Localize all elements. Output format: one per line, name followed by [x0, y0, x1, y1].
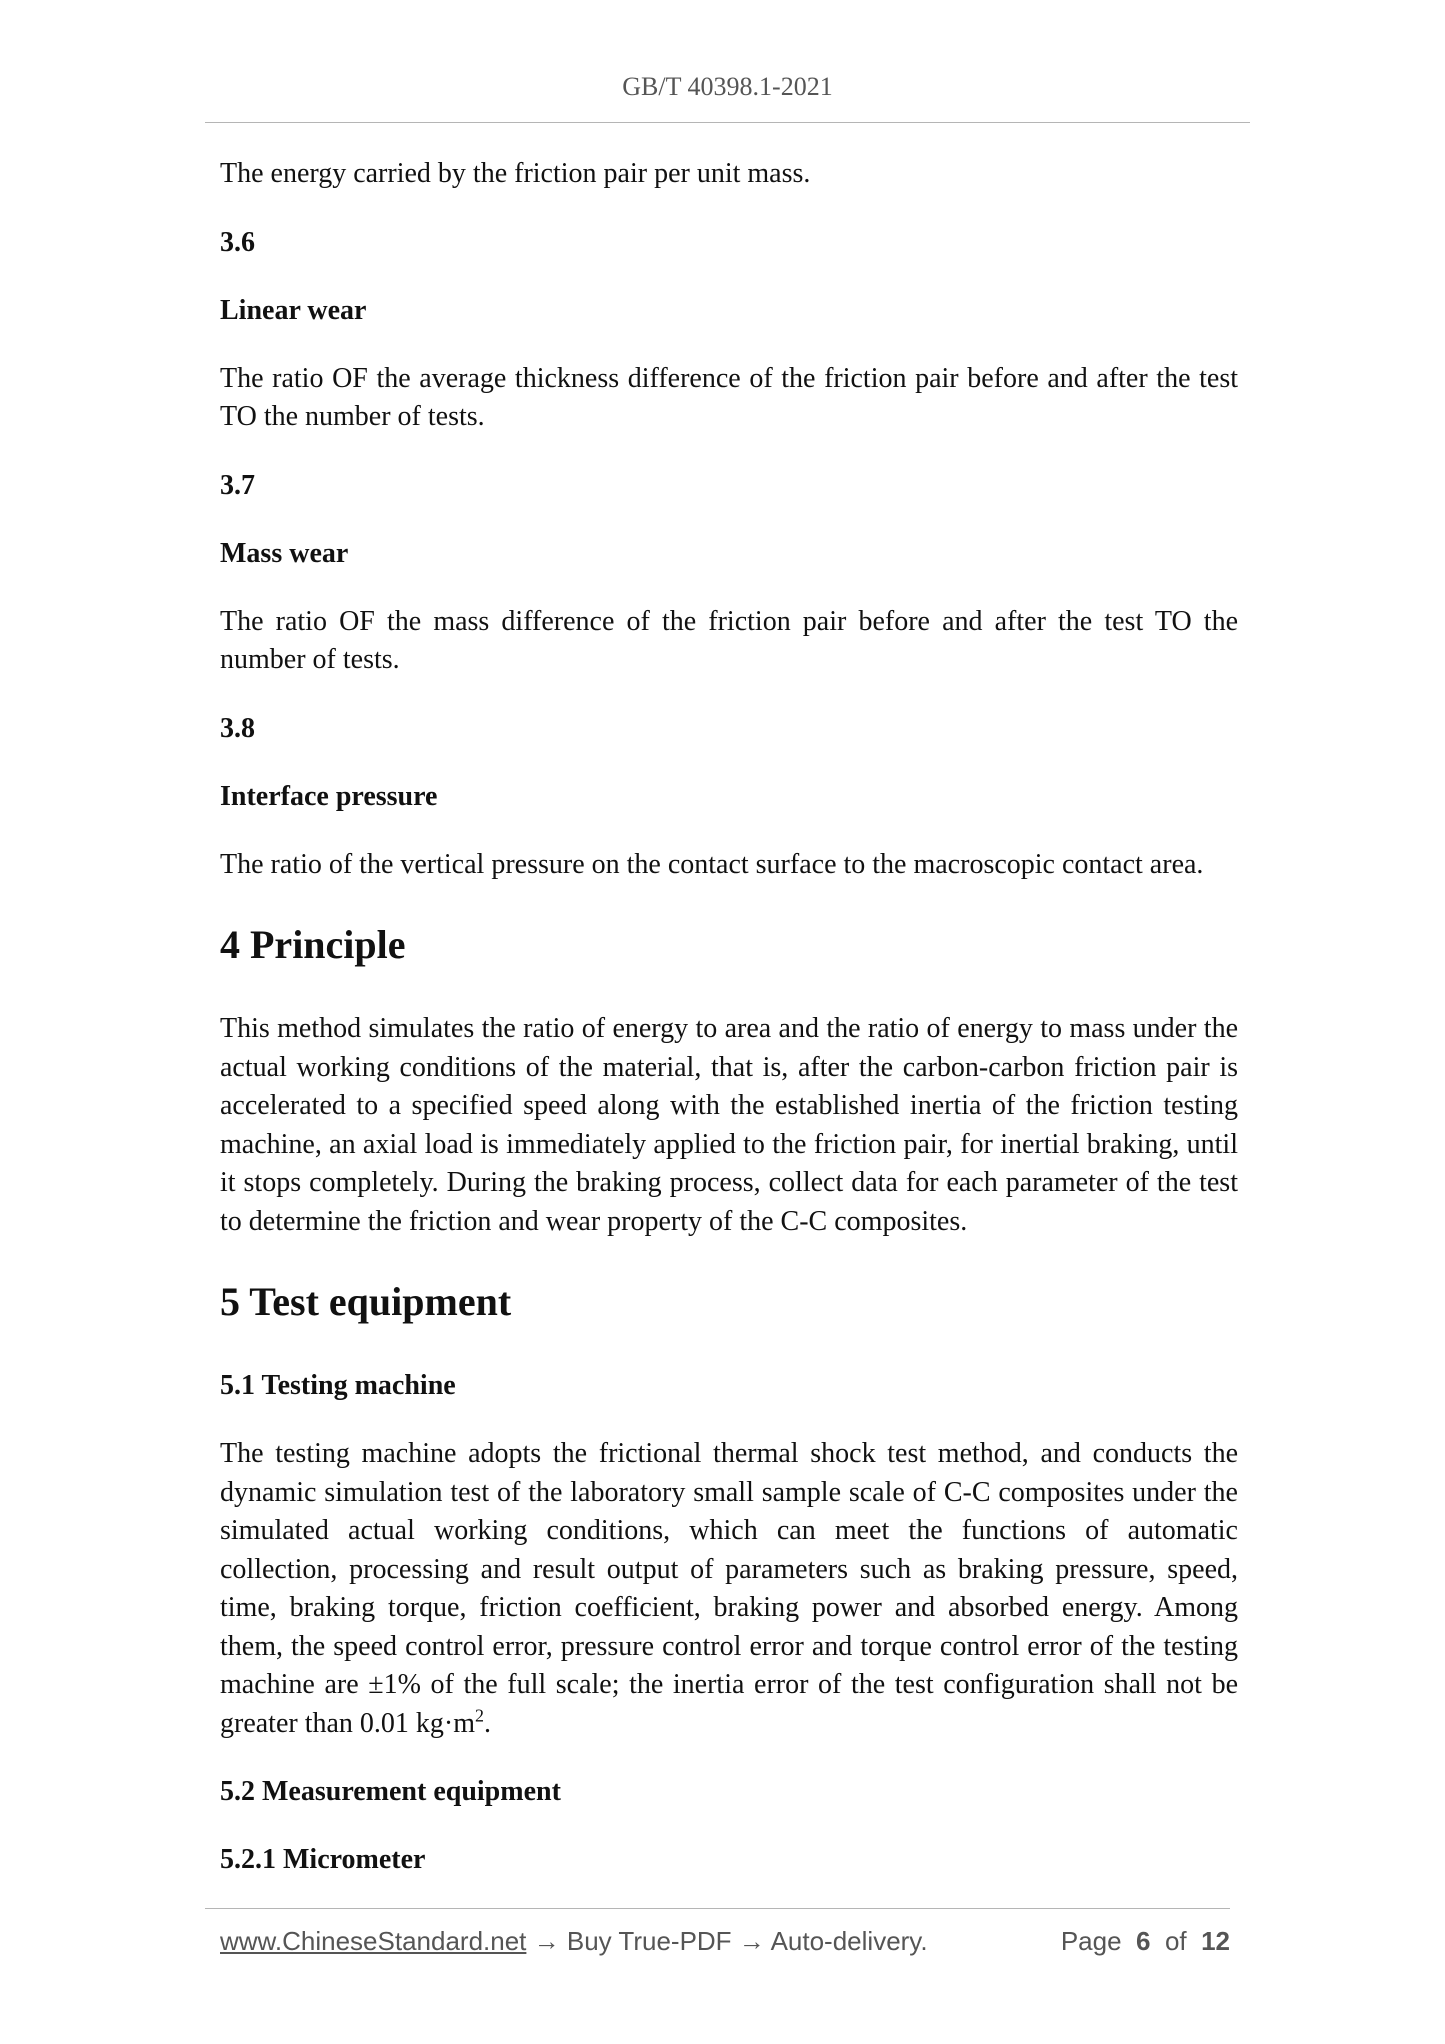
term-3-8 — [220, 710, 1238, 885]
page-of-label: of — [1164, 1926, 1187, 1956]
current-page: 6 — [1136, 1926, 1151, 1956]
term-name: Linear wear — [220, 294, 367, 326]
term-3-6 — [220, 224, 1238, 437]
subsection-heading-micrometer: 5.2.1 Micrometer — [220, 1844, 426, 1875]
term-name: Mass wear — [220, 537, 349, 569]
term-definition: The ratio of the vertical pressure on the contact surface to the macroscopic contact area. — [220, 848, 1204, 880]
term-number: 3.7 — [220, 469, 255, 501]
intro-paragraph: The energy carried by the friction pair per unit mass. — [220, 158, 811, 189]
page-indicator — [1061, 1926, 1230, 1957]
sentence-end: . — [484, 1707, 492, 1739]
superscript-exponent: 2 — [475, 1705, 485, 1726]
testing-machine-text: The testing machine adopts the frictional thermal shock test method, and conducts the dynamic simulation test of the laboratory small sample scale of C-C composites under the simulated actual working conditions, which can meet the functions of automatic collection, processing and result output of parameters such as braking pressure, speed, time, braking torque, friction coefficient, braking power and absorbed energy. Among them, the speed control error, pressure control error and torque control error of the testing machine are ±1% of the full scale; the inertia error of the test configuration shall not be greater than 0.01 kg·m — [220, 1438, 1238, 1739]
section-heading-test-equipment: 5 Test equipment — [220, 1279, 512, 1324]
standard-id: GB/T 40398.1-2021 — [622, 72, 833, 101]
page-content — [220, 155, 1238, 1909]
term-definition: The ratio OF the average thickness difference of the friction pair before and after the test TO the number of tests. — [220, 362, 1238, 432]
document-header — [205, 72, 1250, 102]
page-label: Page — [1060, 1926, 1122, 1956]
subsection-heading-measurement-equipment: 5.2 Measurement equipment — [220, 1776, 561, 1807]
section-heading-principle: 4 Principle — [220, 922, 406, 967]
footer-promo — [220, 1926, 928, 1957]
header-divider — [205, 122, 1250, 123]
promo-text: → Buy True-PDF → Auto-delivery. — [526, 1926, 928, 1956]
term-3-7 — [220, 467, 1238, 680]
term-number: 3.8 — [220, 712, 255, 744]
principle-paragraph: This method simulates the ratio of energy to area and the ratio of energy to mass under the actual working conditions of the material, that is, after the carbon-carbon friction pair is accelerated to a specified speed along with the established inertia of the friction testing machine, an axial load is immediately applied to the friction pair, for inertial braking, until it stops completely. During the braking process, collect data for each parameter of the test to determine the friction and wear property of the C-C composites. — [220, 1013, 1238, 1237]
footer-divider — [205, 1908, 1230, 1909]
term-number: 3.6 — [220, 226, 255, 258]
term-name: Interface pressure — [220, 780, 438, 812]
total-pages: 12 — [1201, 1926, 1230, 1956]
subsection-heading-testing-machine: 5.1 Testing machine — [220, 1370, 456, 1401]
testing-machine-paragraph — [220, 1435, 1238, 1743]
term-definition: The ratio OF the mass difference of the friction pair before and after the test TO the number of tests. — [220, 605, 1238, 675]
site-link[interactable]: www.ChineseStandard.net — [220, 1926, 527, 1956]
